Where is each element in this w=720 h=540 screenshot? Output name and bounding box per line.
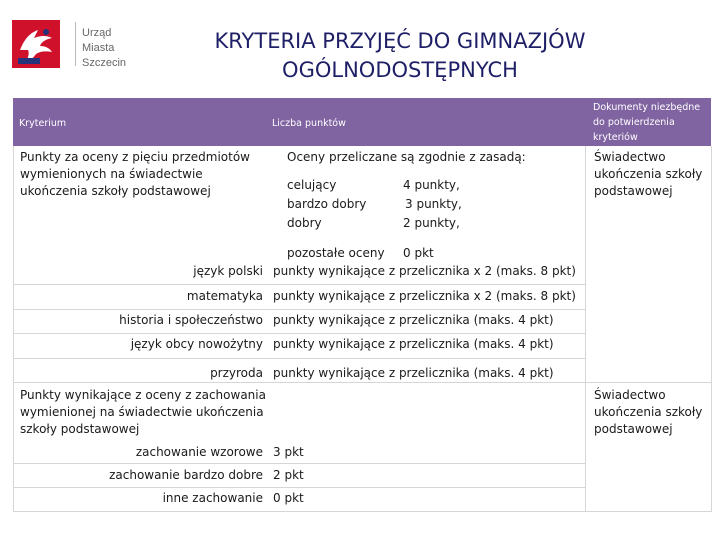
- subject-rule: punkty wynikające z przelicznika (maks. 4 pkt): [273, 313, 554, 327]
- criterion-behavior-line-2: wymienionej na świadectwie ukończenia: [20, 405, 264, 419]
- row-line: [13, 284, 586, 285]
- row-line: [13, 487, 586, 488]
- grade-name: dobry: [287, 216, 322, 230]
- grade-points: 2 punkty,: [403, 216, 460, 230]
- behavior-name: inne zachowanie: [162, 491, 263, 505]
- title-line-1: KRYTERIA PRZYJĘĆ DO GIMNAZJÓW: [214, 29, 586, 53]
- grade-points: 4 punkty,: [403, 178, 460, 192]
- subject-name: matematyka: [186, 289, 263, 303]
- table-border-right: [711, 146, 712, 512]
- row-line: [13, 333, 586, 334]
- subject-name: język obcy nowożytny: [130, 337, 263, 351]
- column-divider-docs-1: [585, 146, 586, 382]
- column-divider-docs-2: [585, 382, 586, 512]
- header-documents-line-2: do potwierdzenia: [593, 117, 675, 128]
- grade-points: 3 punkty,: [405, 197, 462, 211]
- behavior-points: 2 pkt: [273, 468, 304, 482]
- row-line: [13, 358, 586, 359]
- grade-points-other: 0 pkt: [403, 246, 434, 260]
- behavior-name: zachowanie wzorowe: [135, 445, 263, 459]
- table-border-bottom: [13, 511, 712, 512]
- document-line-1: Świadectwo: [594, 150, 666, 164]
- szczecin-griffin-icon: [12, 20, 60, 68]
- logo-text: [82, 26, 142, 71]
- subject-rule: punkty wynikające z przelicznika x 2 (maks. 8 pkt): [273, 289, 576, 303]
- row-line: [13, 309, 586, 310]
- table-header: [13, 98, 711, 146]
- subject-name: przyroda: [210, 366, 263, 380]
- document-line-3: podstawowej: [594, 184, 673, 198]
- subject-name: historia i społeczeństwo: [119, 313, 263, 327]
- criterion-grades: [20, 149, 250, 200]
- grade-name-other: pozostałe oceny: [287, 246, 385, 260]
- city-logo: [12, 20, 142, 68]
- header-documents: [593, 100, 709, 145]
- title-line-2: OGÓLNODOSTĘPNYCH: [282, 58, 518, 82]
- logo-line-2: Szczecin: [82, 57, 127, 69]
- logo-divider: [75, 22, 76, 66]
- page-title: [150, 27, 650, 85]
- subject-rule: punkty wynikające z przelicznika (maks. 4 pkt): [273, 366, 554, 380]
- header-points: Liczba punktów: [272, 118, 346, 129]
- behavior-points: 0 pkt: [273, 491, 304, 505]
- document-certificate: [594, 149, 702, 200]
- header-documents-line-3: kryteriów: [593, 132, 638, 143]
- document-line-1: Świadectwo: [594, 388, 666, 402]
- behavior-name: zachowanie bardzo dobre: [109, 468, 263, 482]
- criterion-behavior-line-1: Punkty wynikające z oceny z zachowania: [20, 388, 266, 402]
- header-criterion: Kryterium: [19, 118, 67, 129]
- criterion-grades-line-1: Punkty za oceny z pięciu przedmiotów: [20, 150, 250, 164]
- criterion-grades-line-2: wymienionych na świadectwie: [20, 167, 203, 181]
- grade-name: celujący: [287, 178, 337, 192]
- criterion-grades-line-3: ukończenia szkoły podstawowej: [20, 184, 211, 198]
- behavior-points: 3 pkt: [273, 445, 304, 459]
- subject-rule: punkty wynikające z przelicznika (maks. 4 pkt): [273, 337, 554, 351]
- document-line-2: ukończenia szkoły: [594, 167, 703, 181]
- table-border-left: [13, 146, 14, 512]
- grading-rule-intro: Oceny przeliczane są zgodnie z zasadą:: [287, 150, 526, 164]
- logo-line-1: Urząd Miasta: [82, 27, 115, 54]
- subject-rule: punkty wynikające z przelicznika x 2 (maks. 8 pkt): [273, 264, 576, 278]
- grade-name: bardzo dobry: [287, 197, 367, 211]
- document-certificate-behavior: [594, 387, 702, 438]
- header-documents-line-1: Dokumenty niezbędne: [593, 102, 701, 113]
- row-line: [13, 463, 586, 464]
- document-line-2: ukończenia szkoły: [594, 405, 703, 419]
- subject-name: język polski: [193, 264, 263, 278]
- row-line: [13, 382, 712, 383]
- document-line-3: podstawowej: [594, 422, 673, 436]
- criterion-behavior-line-3: szkoły podstawowej: [20, 422, 140, 436]
- criterion-behavior: [20, 387, 266, 438]
